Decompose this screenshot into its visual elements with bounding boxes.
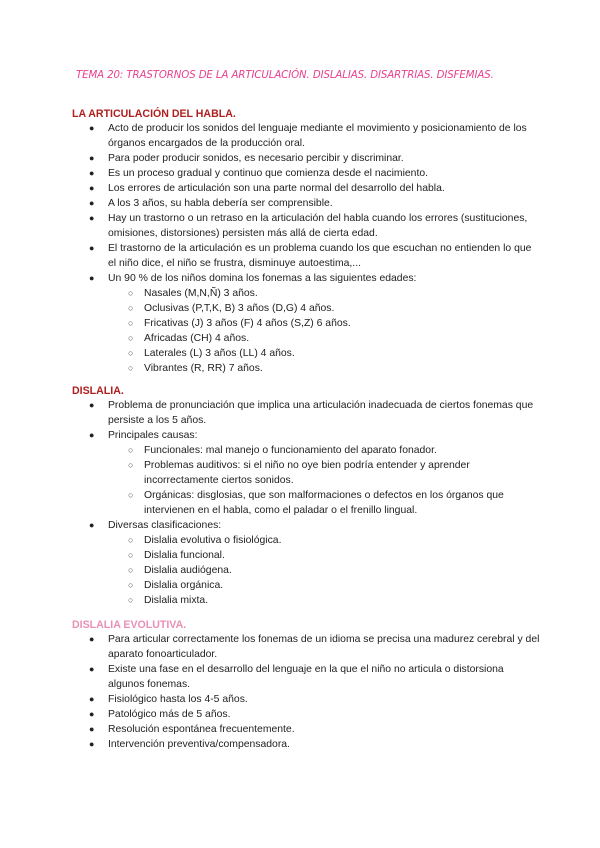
section-dislalia (72, 384, 542, 608)
dislalia-list (72, 398, 542, 608)
list-item: ● Hay un trastorno o un retraso en la articulación del habla cuando los errores (sustituciones, omisiones, distorsiones) persisten más allá de cierta edad. (89, 213, 528, 239)
filled-circle-bullet-icon: ● (89, 198, 95, 208)
hollow-circle-bullet-icon: ○ (128, 288, 134, 298)
list-item: ● Para articular correctamente los fonemas de un idioma se precisa una madurez cerebral y del aparato fonoarticulador. (89, 634, 540, 660)
sub-list-item: ○ Dislalia orgánica. (128, 580, 224, 591)
filled-circle-bullet-icon: ● (89, 694, 95, 704)
filled-circle-bullet-icon: ● (89, 183, 95, 193)
causas-sublist (108, 443, 542, 518)
section-heading-articulacion: LA ARTICULACIÓN DEL HABLA. (72, 108, 236, 120)
list-item: ● Resolución espontánea frecuentemente. (89, 724, 295, 735)
hollow-circle-bullet-icon: ○ (128, 333, 134, 343)
hollow-circle-bullet-icon: ○ (128, 565, 134, 575)
sub-list-item: ○ Fricativas (J) 3 años (F) 4 años (S,Z) 6 años. (128, 318, 351, 329)
sub-list-item: ○ Nasales (M,N,Ñ) 3 años. (128, 288, 258, 299)
document-title: TEMA 20: TRASTORNOS DE LA ARTICULACIÓN. DISLALIAS. DISARTRIAS. DISFEMIAS. (76, 70, 494, 81)
list-item: ● Diversas clasificaciones: ○ Dislalia evolutiva o fisiológica. ○ Dislalia funcional. ○ Dislalia audiógena. ○ Dislalia orgánica. ○ Dislalia mixta. (72, 518, 542, 608)
filled-circle-bullet-icon: ● (89, 430, 95, 440)
filled-circle-bullet-icon: ● (89, 520, 95, 530)
hollow-circle-bullet-icon: ○ (128, 595, 134, 605)
list-item: ● Los errores de articulación son una parte normal del desarrollo del habla. (89, 183, 445, 194)
hollow-circle-bullet-icon: ○ (128, 303, 134, 313)
list-item: ● Patológico más de 5 años. (89, 709, 231, 720)
list-item: ● Acto de producir los sonidos del lenguaje mediante el movimiento y posicionamiento de los órganos encargados de la producción oral. (89, 123, 527, 149)
list-item: ● Un 90 % de los niños domina los fonemas a las siguientes edades: ○ Nasales (M,N,Ñ) 3 años. ○ Oclusivas (P,T,K, B) 3 años (D,G) 4 años. ○ Fricativas (J) 3 años (F) 4 años (S,Z) 6 años. ○ Africadas (CH) 4 años. ○ Laterales (L) 3 años (LL) 4 años. ○ Vibrantes (R, RR) 7 años. (72, 271, 542, 376)
hollow-circle-bullet-icon: ○ (128, 550, 134, 560)
sub-list-item: ○ Funcionales: mal manejo o funcionamiento del aparato fonador. (128, 445, 437, 456)
sub-list-item: ○ Africadas (CH) 4 años. (128, 333, 250, 344)
filled-circle-bullet-icon: ● (89, 709, 95, 719)
filled-circle-bullet-icon: ● (89, 273, 95, 283)
list-item: ● Intervención preventiva/compensadora. (89, 739, 290, 750)
filled-circle-bullet-icon: ● (89, 664, 95, 674)
list-item: ● Es un proceso gradual y continuo que comienza desde el nacimiento. (89, 168, 428, 179)
filled-circle-bullet-icon: ● (89, 168, 95, 178)
list-item: ● Fisiológico hasta los 4-5 años. (89, 694, 248, 705)
list-item: ● Existe una fase en el desarrollo del lenguaje en la que el niño no articula o distorsiona algunos fonemas. (89, 664, 504, 690)
sub-list-item: ○ Vibrantes (R, RR) 7 años. (128, 363, 263, 374)
articulacion-list (72, 121, 542, 376)
filled-circle-bullet-icon: ● (89, 724, 95, 734)
sub-list-item: ○ Dislalia funcional. (128, 550, 225, 561)
hollow-circle-bullet-icon: ○ (128, 580, 134, 590)
sub-list-item: ○ Laterales (L) 3 años (LL) 4 años. (128, 348, 295, 359)
sub-list-item: ○ Problemas auditivos: si el niño no oye bien podría entender y aprender incorrectamente ciertos sonidos. (128, 460, 470, 486)
filled-circle-bullet-icon: ● (89, 739, 95, 749)
filled-circle-bullet-icon: ● (89, 400, 95, 410)
sub-list-item: ○ Dislalia mixta. (128, 595, 209, 606)
fonemas-sublist (108, 286, 542, 376)
filled-circle-bullet-icon: ● (89, 153, 95, 163)
list-item: ● Principales causas: ○ Funcionales: mal manejo o funcionamiento del aparato fonador. ○ Problemas auditivos: si el niño no oye bien podría entender y aprender incorrectamente ciertos sonidos. ○ Orgánicas: disglosias, que son malformaciones o defectos en los órganos que intervienen en el habla, como el paladar o el frenillo lingual. (72, 428, 542, 518)
section-articulacion (72, 107, 542, 376)
hollow-circle-bullet-icon: ○ (128, 460, 134, 470)
list-item: ● Para poder producir sonidos, es necesario percibir y discriminar. (89, 153, 404, 164)
list-item: ● A los 3 años, su habla debería ser comprensible. (89, 198, 333, 209)
filled-circle-bullet-icon: ● (89, 123, 95, 133)
sub-list-item: ○ Dislalia evolutiva o fisiológica. (128, 535, 282, 546)
hollow-circle-bullet-icon: ○ (128, 535, 134, 545)
hollow-circle-bullet-icon: ○ (128, 490, 134, 500)
clasificaciones-sublist (108, 533, 542, 608)
hollow-circle-bullet-icon: ○ (128, 348, 134, 358)
hollow-circle-bullet-icon: ○ (128, 445, 134, 455)
list-item: ● El trastorno de la articulación es un problema cuando los que escuchan no entienden lo que el niño dice, el niño se frustra, disminuye autoestima,... (89, 243, 532, 269)
filled-circle-bullet-icon: ● (89, 634, 95, 644)
filled-circle-bullet-icon: ● (89, 213, 95, 223)
section-heading-evolutiva: DISLALIA EVOLUTIVA. (72, 619, 187, 631)
section-dislalia-evolutiva (72, 618, 542, 752)
sub-list-item: ○ Oclusivas (P,T,K, B) 3 años (D,G) 4 años. (128, 303, 335, 314)
hollow-circle-bullet-icon: ○ (128, 363, 134, 373)
sub-list-item: ○ Dislalia audiógena. (128, 565, 232, 576)
sub-list-item: ○ Orgánicas: disglosias, que son malformaciones o defectos en los órganos que intervienen en el habla, como el paladar o el frenillo lingual. (128, 490, 504, 516)
hollow-circle-bullet-icon: ○ (128, 318, 134, 328)
list-item: ● Problema de pronunciación que implica una articulación inadecuada de ciertos fonemas que persiste a los 5 años. (89, 400, 534, 426)
section-heading-dislalia: DISLALIA. (72, 385, 124, 397)
filled-circle-bullet-icon: ● (89, 243, 95, 253)
evolutiva-list (72, 632, 542, 752)
